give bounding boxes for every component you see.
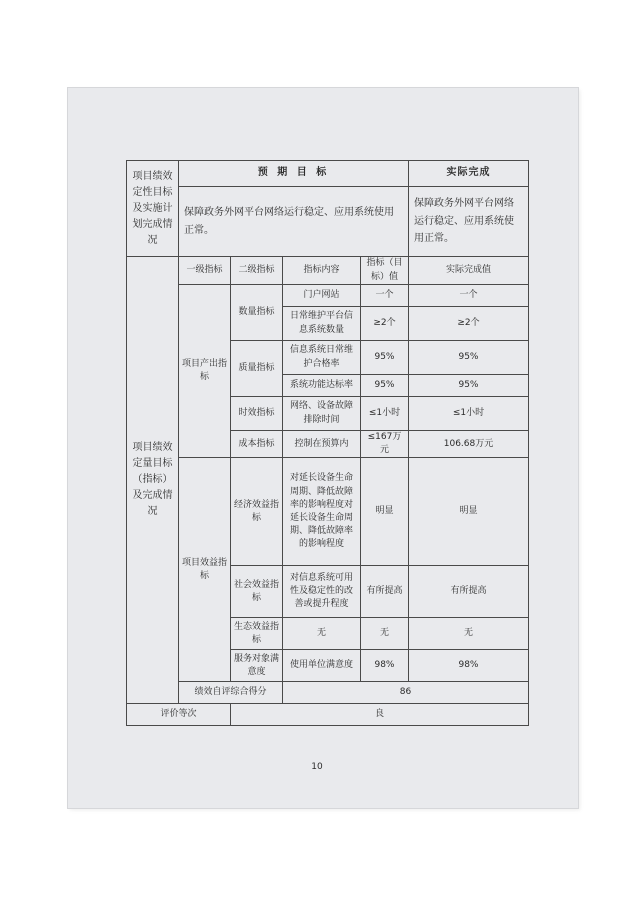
table-cell: 95% [361, 341, 409, 375]
table-cell: 网络、设备故障排除时间 [283, 397, 361, 431]
header-actual: 实际完成值 [409, 257, 529, 285]
table-cell: 一个 [409, 285, 529, 307]
table-cell: 社会效益指标 [231, 566, 283, 618]
score-value: 86 [283, 682, 529, 704]
table-cell: 95% [409, 375, 529, 397]
table-cell: 98% [361, 650, 409, 682]
table-cell: 生态效益指标 [231, 618, 283, 650]
table-cell: ≥2个 [361, 307, 409, 341]
table-cell: 无 [409, 618, 529, 650]
page-number: 10 [311, 762, 323, 772]
table-cell: 无 [283, 618, 361, 650]
benefit-group-label: 项目效益指标 [179, 458, 231, 682]
table-cell: 95% [409, 341, 529, 375]
header-target: 指标（目标）值 [361, 257, 409, 285]
expected-goal-text: 保障政务外网平台网络运行稳定、应用系统使用正常。 [179, 187, 409, 257]
table-cell: 日常维护平台信息系统数量 [283, 307, 361, 341]
table-cell: 成本指标 [231, 431, 283, 458]
quantitative-row-label: 项目绩效定量目标（指标）及完成情况 [127, 257, 179, 704]
table-cell: 经济效益指标 [231, 458, 283, 566]
table-cell: 一个 [361, 285, 409, 307]
table-cell: 门户网站 [283, 285, 361, 307]
table-cell: 控制在预算内 [283, 431, 361, 458]
score-label: 绩效自评综合得分 [179, 682, 283, 704]
table-cell: 数量指标 [231, 285, 283, 341]
table-cell: 无 [361, 618, 409, 650]
table-cell: 有所提高 [361, 566, 409, 618]
table-cell: 对信息系统可用性及稳定性的改善或提升程度 [283, 566, 361, 618]
table-cell: 98% [409, 650, 529, 682]
qualitative-row-label: 项目绩效定性目标及实施计划完成情况 [127, 161, 179, 257]
actual-completion-text: 保障政务外网平台网络运行稳定、应用系统使用正常。 [409, 187, 529, 257]
table-cell: 有所提高 [409, 566, 529, 618]
output-group-label: 项目产出指标 [179, 285, 231, 458]
table-cell: ≤1小时 [409, 397, 529, 431]
table-cell: ≥2个 [409, 307, 529, 341]
table-cell: 95% [361, 375, 409, 397]
table-cell: 系统功能达标率 [283, 375, 361, 397]
table-cell: 信息系统日常维护合格率 [283, 341, 361, 375]
table-cell: 时效指标 [231, 397, 283, 431]
table-cell: 服务对象满意度 [231, 650, 283, 682]
grade-label: 评价等次 [127, 704, 231, 726]
expected-goal-header: 预 期 目 标 [179, 161, 409, 187]
table-cell: 对延长设备生命周期、降低故障率的影响程度对延长设备生命周期、降低故障率的影响程度 [283, 458, 361, 566]
table-cell: 使用单位满意度 [283, 650, 361, 682]
table-cell: ≤167万元 [361, 431, 409, 458]
table-cell: 质量指标 [231, 341, 283, 397]
table-cell: 106.68万元 [409, 431, 529, 458]
grade-value: 良 [231, 704, 529, 726]
table-cell: 明显 [409, 458, 529, 566]
actual-completion-header: 实际完成 [409, 161, 529, 187]
table-cell: 明显 [361, 458, 409, 566]
header-level2: 二级指标 [231, 257, 283, 285]
performance-table [126, 160, 529, 726]
header-level1: 一级指标 [179, 257, 231, 285]
table-cell: ≤1小时 [361, 397, 409, 431]
header-content: 指标内容 [283, 257, 361, 285]
